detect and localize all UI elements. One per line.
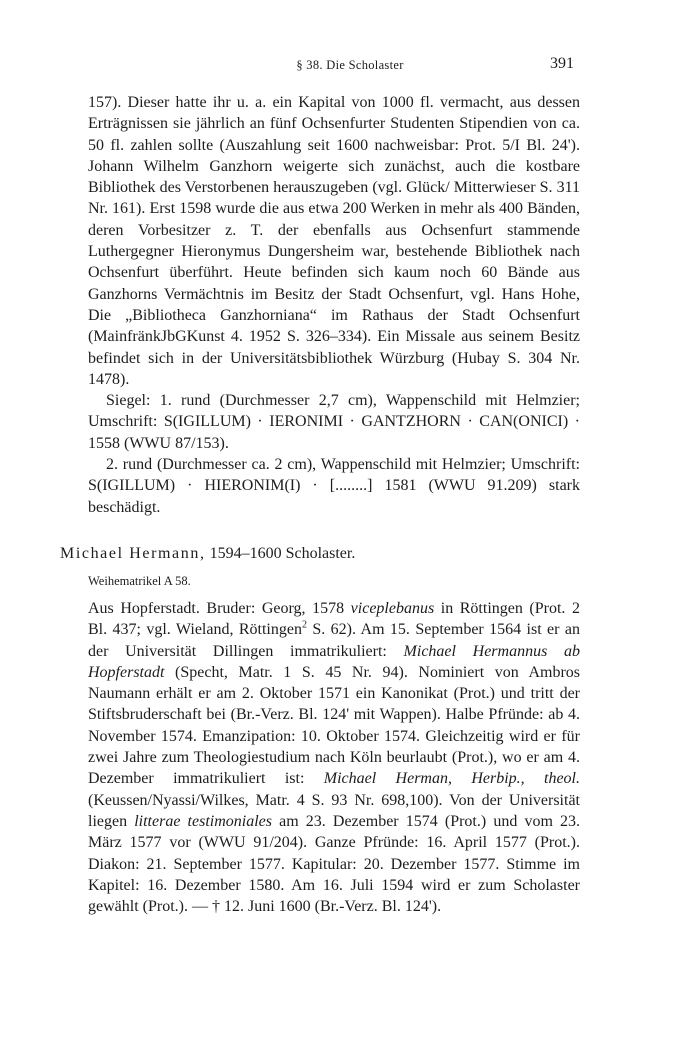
italic-quote: Michael Hermannus ab Hopferstadt bbox=[88, 642, 580, 681]
italic-term: litterae testimoniales bbox=[134, 812, 272, 830]
text-run: (Specht, Matr. 1 S. 45 Nr. 94). Nominiert von Ambros Naumann erhält er am 2. Oktober 1571 ein Kanonikat (Prot.) und tritt der Stiftsbruderschaft bei (Br.-Verz. Bl. 124' mit Wappen). Halbe Pfründe: ab 4. November 1574. Emanzipation: 10. Oktober 1574. Gleichzeitig wird er für zwei Jahre zum Theologiestudium nach Köln beurlaubt (Prot.), wo er am 4. Dezember immatrikuliert ist: bbox=[88, 663, 580, 788]
italic-term: viceplebanus bbox=[350, 600, 435, 617]
continuation-section bbox=[88, 92, 580, 518]
text-run: am 23. Dezember 1574 (Prot.) und vom 23. März 1577 vor (WWU 91/204). Ganze Pfründe: 16. April 1577 (Prot.). Diakon: 21. September 1577. Kapitular: 20. Dezember 1577. Stimme im Kapitel: 16. Dezember 1580. Am 16. Juli 1594 wird er zum Scholaster gewählt (Prot.). — † 12. Juni 1600 (Br.-Verz. Bl. 124'). bbox=[88, 812, 581, 916]
entry-body bbox=[88, 598, 580, 917]
entry-heading bbox=[60, 543, 355, 564]
source-note: Weihematrikel A 58. bbox=[88, 574, 191, 588]
text-run: in Röttingen (Prot. 2 Bl. 437; vgl. Wieland, Röttingen bbox=[88, 600, 580, 639]
italic-quote: Michael Herman, Herbip., theol. bbox=[323, 770, 580, 788]
entry-paragraph bbox=[88, 598, 580, 917]
text-run: Aus Hopferstadt. Bruder: Georg, 1578 bbox=[88, 600, 351, 617]
seal-description-2: 2. rund (Durchmesser ca. 2 cm), Wappenschild mit Helmzier; Umschrift: S(IGILLUM) · HIERONIM(I) · [........] 1581 (WWU 91.209) stark beschädigt. bbox=[88, 456, 580, 516]
edition-superscript: 2 bbox=[301, 619, 307, 631]
entry-heading-rest: 1594–1600 Scholaster. bbox=[205, 545, 356, 562]
page-number: 391 bbox=[550, 55, 574, 72]
continuation-paragraph: 157). Dieser hatte ihr u. a. ein Kapital von 1000 fl. vermacht, aus dessen Erträgnissen sie jährlich an fünf Ochsenfurter Studenten Stipendien von ca. 50 fl. zahlen sollte (Auszahlung seit 1600 nachweisbar: Prot. 5/I Bl. 24'). Johann Wilhelm Ganzhorn weigerte sich zunächst, auch die kostbare Bibliothek des Verstorbenen herauszugeben (vgl. Glück/ Mitterwieser S. 311 Nr. 161). Erst 1598 wurde die aus etwa 200 Werken in mehr als 400 Bänden, deren Vorbesitzer z. T. der ebenfalls aus Ochsenfurt stammende Luthergegner Hieronymus Dungersheim war, bestehende Bibliothek nach Ochsenfurt überführt. Heute befinden sich kaum noch 60 Bände aus Ganzhorns Vermächtnis im Besitz der Stadt Ochsenfurt, vgl. Hans Hohe, Die „Bibliotheca Ganzhorniana“ im Rathaus der Stadt Ochsenfurt (MainfränkJbGKunst 4. 1952 S. 326–334). Ein Missale aus seinem Besitz befindet sich in der Universitätsbibliothek Würzburg (Hubay S. 304 Nr. 1478). bbox=[88, 94, 580, 388]
running-title: § 38. Die Scholaster bbox=[296, 58, 404, 72]
text-run: (Keussen/Nyassi/Wilkes, Matr. 4 S. 93 Nr. 698,100). Von der Universität liegen bbox=[88, 791, 580, 830]
seal-description-1: Siegel: 1. rund (Durchmesser 2,7 cm), Wappenschild mit Helmzier; Umschrift: S(IGILLUM) · IERONIMI · GANTZHORN · CAN(ONICI) · 1558 (WWU 87/153). bbox=[88, 392, 580, 452]
entry-person-name: Michael Hermann, bbox=[60, 545, 206, 562]
text-run: S. 62). Am 15. September 1564 ist er an der Universität Dillingen immatrikuliert: bbox=[88, 621, 580, 660]
